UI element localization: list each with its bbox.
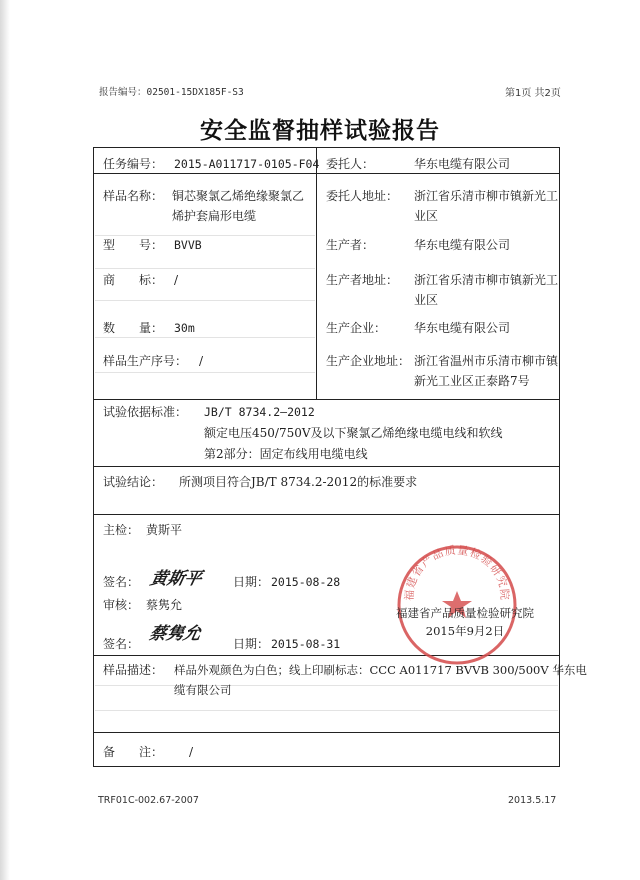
page-number: 第1页 共2页 bbox=[505, 88, 561, 99]
report-title: 安全监督抽样试验报告 bbox=[200, 117, 440, 144]
producer-address-value: 浙江省乐清市柳市镇新光工 bbox=[414, 273, 559, 287]
section-divider bbox=[93, 732, 560, 733]
description-line1: 样品外观颜色为白色；线上印刷标志：CCC A011717 BVVB 300/500V 华东电 bbox=[174, 663, 587, 677]
quantity-value: 30m bbox=[174, 321, 195, 335]
sample-name-label: 样品名称： bbox=[103, 189, 164, 203]
basis-part: 第2部分：固定布线用电缆电线 bbox=[204, 447, 368, 461]
review-date: 2015-08-31 bbox=[271, 637, 341, 651]
client-label: 委托人： bbox=[326, 157, 375, 171]
inspect-date: 2015-08-28 bbox=[271, 575, 341, 589]
sign-label-1: 签名： bbox=[103, 575, 140, 589]
reviewer-signature: 蔡隽允 bbox=[147, 624, 203, 644]
remarks-label: 备 注： bbox=[103, 745, 164, 759]
task-no-value: 2015-A011717-0105-F04 bbox=[174, 157, 320, 171]
date-label-2: 日期： bbox=[233, 637, 270, 651]
basis-label: 试验依据标准： bbox=[103, 405, 188, 419]
sign-label-2: 签名： bbox=[103, 637, 140, 651]
svg-text:福建省产品质量检验研究院: 福建省产品质量检验研究院 bbox=[402, 543, 512, 602]
serial-no-value: / bbox=[199, 354, 204, 368]
section-divider bbox=[93, 466, 560, 467]
producer-address-value-2: 业区 bbox=[414, 293, 439, 307]
manufacturer-label: 生产企业： bbox=[326, 321, 387, 335]
producer-label: 生产者： bbox=[326, 238, 375, 252]
client-address-value: 浙江省乐清市柳市镇新光工 bbox=[414, 189, 559, 203]
client-address-value-2: 业区 bbox=[414, 209, 439, 223]
inspector-signature: 黄斯平 bbox=[148, 569, 204, 589]
stamp-date: 2015年9月2日 bbox=[425, 624, 505, 638]
inspector-label: 主检： bbox=[103, 523, 140, 537]
trademark-value: / bbox=[174, 273, 179, 287]
date-label-1: 日期： bbox=[233, 575, 270, 589]
task-no-label: 任务编号： bbox=[103, 157, 164, 171]
description-line2: 缆有限公司 bbox=[174, 683, 232, 697]
reviewer-name: 蔡隽允 bbox=[146, 598, 183, 612]
manufacturer-address-label: 生产企业地址： bbox=[326, 354, 411, 368]
quantity-label: 数 量： bbox=[103, 321, 164, 335]
column-divider bbox=[316, 147, 317, 399]
form-number: TRF01C-002.67-2007 bbox=[98, 795, 199, 806]
report-number: 报告编号：02501-15DX185F-S3 bbox=[99, 87, 244, 98]
section-divider bbox=[93, 399, 560, 400]
model-value: BVVB bbox=[174, 238, 202, 252]
sample-name-value: 铜芯聚氯乙烯绝缘聚氯乙 bbox=[172, 189, 305, 203]
client-value: 华东电缆有限公司 bbox=[414, 157, 511, 171]
description-label: 样品描述： bbox=[103, 663, 164, 677]
inspector-name: 黄斯平 bbox=[146, 523, 183, 537]
serial-no-label: 样品生产序号： bbox=[103, 354, 188, 368]
remarks-value: / bbox=[189, 745, 194, 759]
basis-title: 额定电压450/750V及以下聚氯乙烯绝缘电缆电线和软线 bbox=[204, 426, 503, 440]
manufacturer-address-value-2: 新光工业区正泰路7号 bbox=[414, 374, 530, 388]
conclusion-label: 试验结论： bbox=[103, 475, 164, 489]
manufacturer-value: 华东电缆有限公司 bbox=[414, 321, 511, 335]
trademark-label: 商 标： bbox=[103, 273, 164, 287]
producer-value: 华东电缆有限公司 bbox=[414, 238, 511, 252]
reviewer-label: 审核： bbox=[103, 598, 140, 612]
sample-name-value-2: 烯护套扁形电缆 bbox=[172, 209, 257, 223]
producer-address-label: 生产者地址： bbox=[326, 273, 399, 287]
basis-standard: JB/T 8734.2—2012 bbox=[204, 405, 315, 419]
form-date: 2013.5.17 bbox=[508, 795, 557, 806]
model-label: 型 号： bbox=[103, 238, 164, 252]
section-divider bbox=[93, 514, 560, 515]
client-address-label: 委托人地址： bbox=[326, 189, 399, 203]
conclusion-value: 所测项目符合JB/T 8734.2-2012的标准要求 bbox=[179, 475, 418, 489]
stamp-org: 福建省产品质量检验研究院 bbox=[396, 606, 534, 620]
manufacturer-address-value: 浙江省温州市乐清市柳市镇 bbox=[414, 354, 559, 368]
